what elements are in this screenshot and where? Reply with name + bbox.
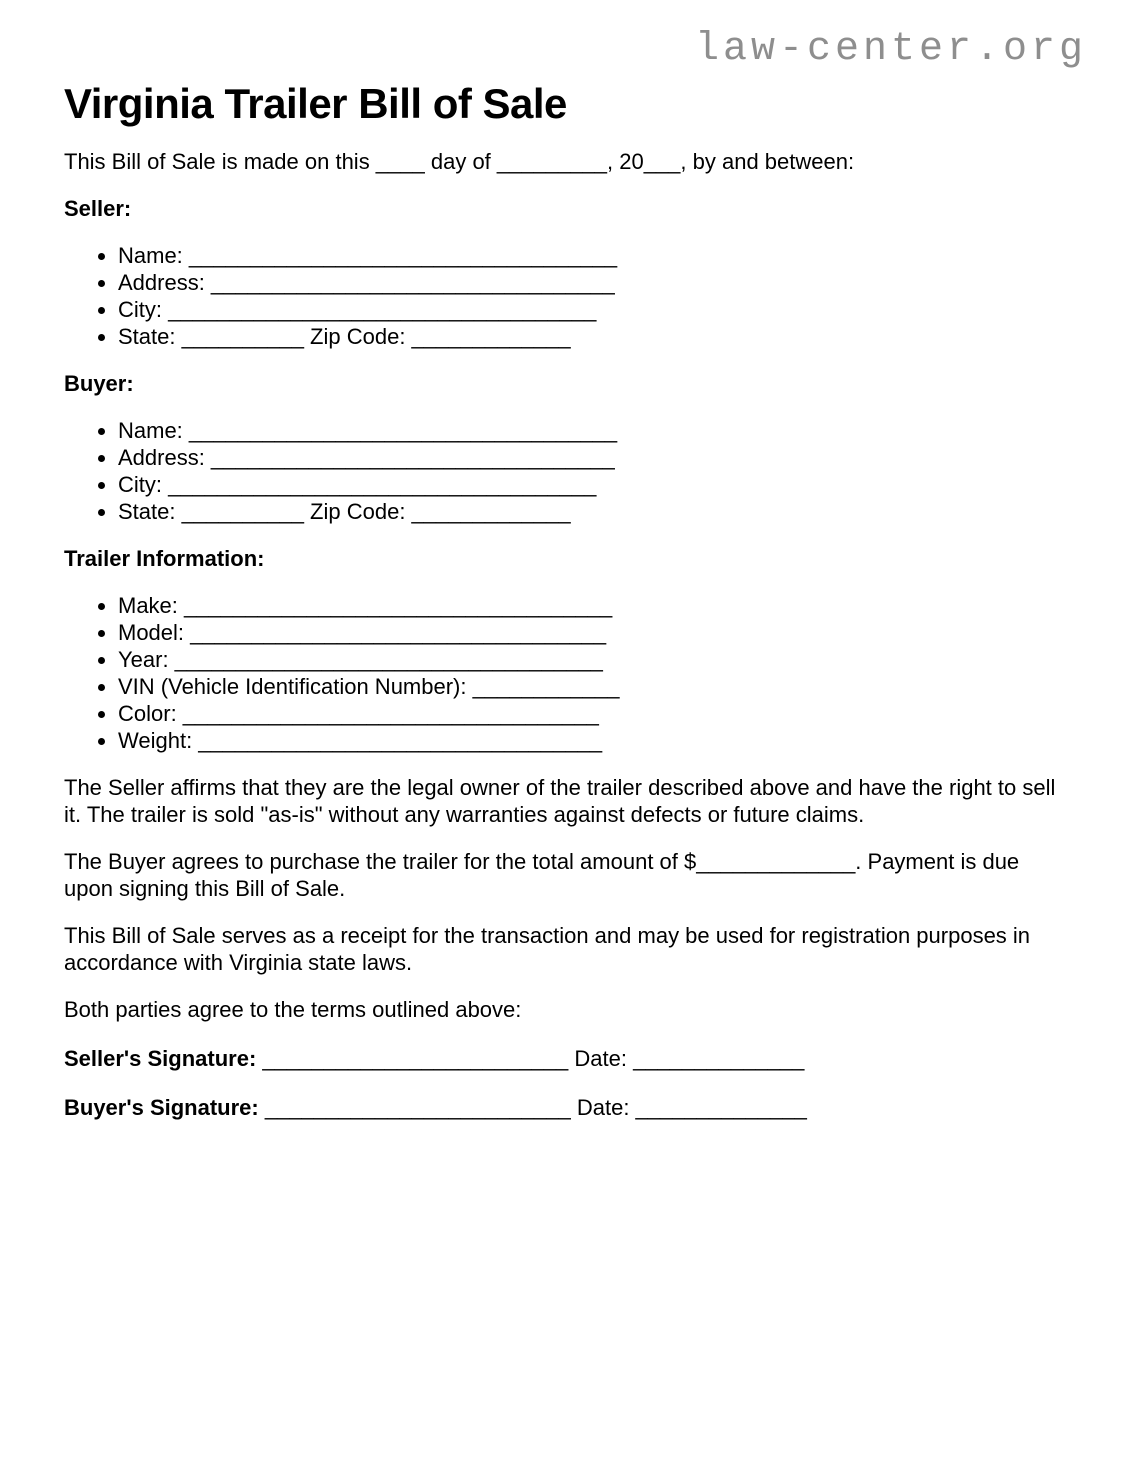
buyer-city-item: • City: ___________________________________ (118, 471, 1069, 498)
seller-affirmation-paragraph: The Seller affirms that they are the legal owner of the trailer described above and have the right to sell it. The trailer is sold "as-is" without any warranties against defects or future claims. (64, 775, 1056, 827)
trailer-model-item: • Model: __________________________________ (118, 619, 1069, 646)
seller-name-item: • Name: ___________________________________ (118, 242, 1069, 269)
buyer-heading: Buyer: (64, 371, 134, 396)
watermark: law-center.org (694, 27, 1087, 72)
seller-address-item: • Address: _________________________________ (118, 269, 1069, 296)
buyer-list (64, 417, 1069, 525)
receipt-paragraph: This Bill of Sale serves as a receipt for the transaction and may be used for registration purposes in accordance with Virginia state laws. (64, 923, 1031, 975)
buyer-address-item: • Address: _________________________________ (118, 444, 1069, 471)
trailer-color-item: • Color: __________________________________ (118, 700, 1069, 727)
buyer-signature-row (64, 1094, 1069, 1121)
buyer-signature-line: _________________________ Date: ______________ (258, 1095, 807, 1120)
intro-paragraph: This Bill of Sale is made on this ____ day of _________, 20___, by and between: (64, 149, 855, 174)
buyer-name-item: • Name: ___________________________________ (118, 417, 1069, 444)
seller-list (64, 242, 1069, 350)
buyer-state-zip-item: • State: __________ Zip Code: _____________ (118, 498, 1069, 525)
page-title: Virginia Trailer Bill of Sale (64, 80, 567, 127)
seller-state-zip-item: • State: __________ Zip Code: _____________ (118, 323, 1069, 350)
trailer-make-item: • Make: ___________________________________ (118, 592, 1069, 619)
agreement-paragraph: Both parties agree to the terms outlined above: (64, 997, 522, 1022)
trailer-info-list (64, 592, 1069, 754)
seller-heading: Seller: (64, 196, 132, 221)
payment-paragraph: The Buyer agrees to purchase the trailer for the total amount of $_____________. Payment is due upon signing this Bill of Sale. (64, 849, 1020, 901)
seller-signature-line: _________________________ Date: ______________ (256, 1046, 805, 1071)
trailer-info-heading: Trailer Information: (64, 546, 265, 571)
seller-signature-label: Seller's Signature: (64, 1046, 257, 1071)
trailer-vin-item: • VIN (Vehicle Identification Number): ____________ (118, 673, 1069, 700)
trailer-weight-item: • Weight: _________________________________ (118, 727, 1069, 754)
trailer-year-item: • Year: ___________________________________ (118, 646, 1069, 673)
seller-signature-row (64, 1045, 1069, 1072)
buyer-signature-label: Buyer's Signature: (64, 1095, 259, 1120)
seller-city-item: • City: ___________________________________ (118, 296, 1069, 323)
